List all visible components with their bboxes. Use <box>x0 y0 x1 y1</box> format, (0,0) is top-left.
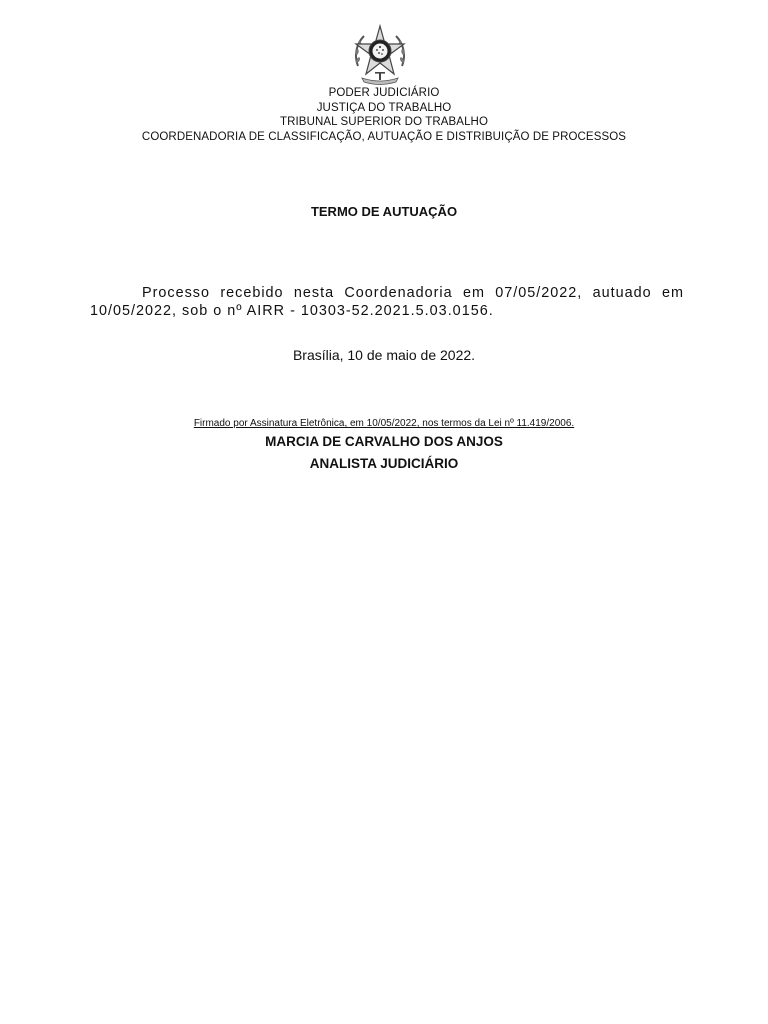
place-date: Brasília, 10 de maio de 2022. <box>292 347 476 363</box>
electronic-signature-note: Firmado por Assinatura Eletrônica, em 10/05/2022, nos termos da Lei nº 11.419/2006. <box>193 418 575 429</box>
header-line-labor-justice: JUSTIÇA DO TRABALHO <box>316 101 452 114</box>
signer-name: MARCIA DE CARVALHO DOS ANJOS <box>265 434 503 449</box>
coat-of-arms-icon <box>348 22 412 86</box>
signer-role: ANALISTA JUDICIÁRIO <box>309 456 459 471</box>
institution-header <box>0 86 768 144</box>
header-line-judiciary: PODER JUDICIÁRIO <box>328 87 440 99</box>
document-title: TERMO DE AUTUAÇÃO <box>310 204 458 219</box>
header-line-tribunal: TRIBUNAL SUPERIOR DO TRABALHO <box>279 116 489 128</box>
document-body: Processo recebido nesta Coordenadoria em 07/05/2022, autuado em 10/05/2022, sob o nº AIRR - 10303-52.2021.5.03.0156. <box>90 285 684 319</box>
header-line-department: COORDENADORIA DE CLASSIFICAÇÃO, AUTUAÇÃO E DISTRIBUIÇÃO DE PROCESSOS <box>141 130 627 143</box>
